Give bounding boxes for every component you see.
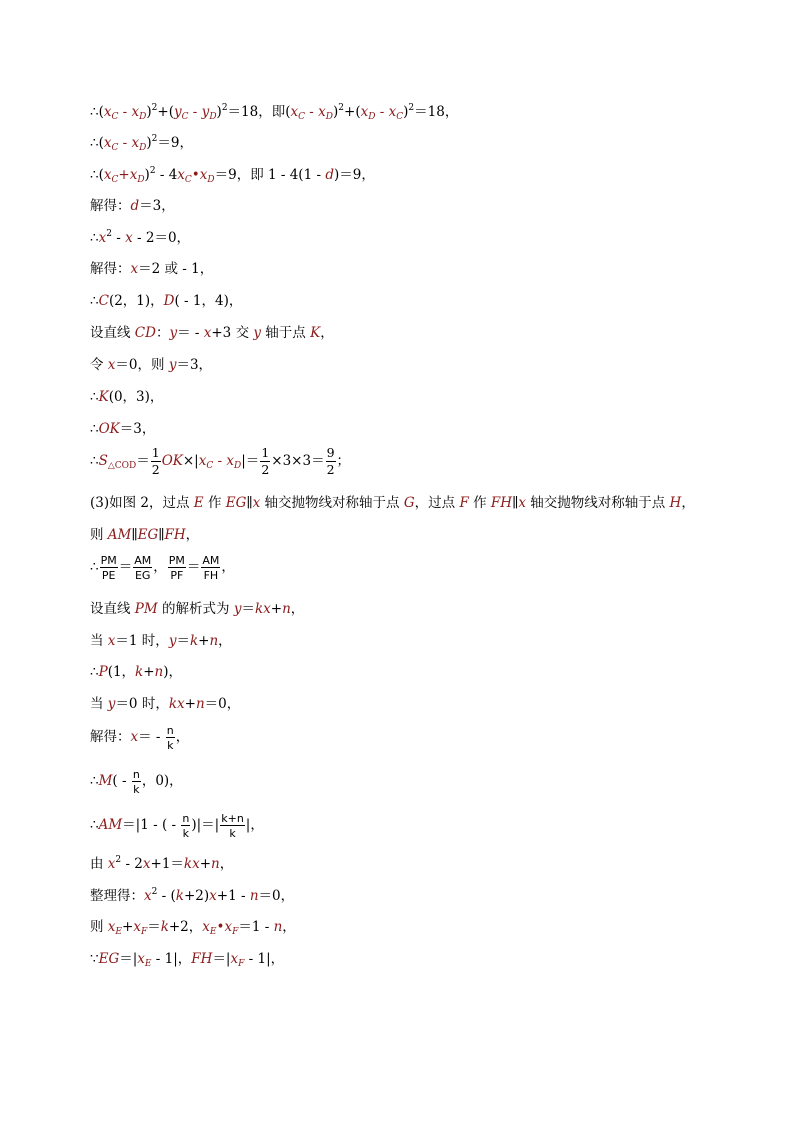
text-line: 设直线 CD：y＝ - x+3 交 y 轴于点 K， xyxy=(90,325,334,341)
text-line: 设直线 PM 的解析式为 y＝kx+n， xyxy=(90,601,305,617)
text-line: $\therefore(x_C+x_D)^2$ - $4x_C•x_D=9$，即 1 - 4(1 - d)＝9， xyxy=(90,166,375,185)
text-line: 则 $x_E+x_F=k+2$，$x_E•x_F=1 - n$， xyxy=(90,919,296,937)
text-line: ∴M( - $\frac{n}{k}$ ，0)， xyxy=(90,767,183,796)
text-line: ∴ $\frac{PM}{PE}$ ＝ $\frac{AM}{EG}$ ， $\frac{PM}{PF}$ ＝ $\frac{AM}{FH}$ ， xyxy=(90,553,235,582)
text-line: $\therefore(x_C - x_D)^2=9$， xyxy=(90,134,193,153)
text-line: $\therefore S_{\triangle COD}=$ $\frac{1}{2}$ $OK\times|x_C - x_D|=$ $\frac{1}{2}$ ×3×3＝ $\frac{9}{2}$ ； xyxy=(90,445,351,477)
text-line: 当 x＝1 时，y＝k+n， xyxy=(90,633,232,649)
fraction: $\frac{AM}{EG}$ xyxy=(134,553,152,582)
text-line: $\therefore x^2 - x - 2=0$， xyxy=(90,229,191,246)
text-line: $\therefore(x_C - x_D)^2+(y_C - y_D)^2=18$，即$(x_C - x_D)^2+(x_D - x_C)^2=18$， xyxy=(90,103,459,122)
text-line: 整理得：$x^2 - (k+2)x+1 - n=0$， xyxy=(90,887,295,904)
text-line: 解得：x＝ - $\frac{n}{k}$ ， xyxy=(90,723,190,752)
text-line: ∴AM＝|1 - ( - $\frac{n}{k}$ )|＝| $\frac{k+n}{k}$ |， xyxy=(90,811,264,840)
text-line: 由 $x^2 - 2x+1=kx+n$， xyxy=(90,855,234,872)
text-line: 当 y＝0 时，kx+n＝0， xyxy=(90,696,241,712)
text-line: 解得：x＝2 或 - 1， xyxy=(90,261,214,277)
fraction: $\frac{PM}{PE}$ xyxy=(100,553,117,582)
text-line: ∴K(0，3)， xyxy=(90,389,164,405)
text-line: 则 AM∥EG∥FH， xyxy=(90,527,200,543)
fraction: $\frac{n}{k}$ xyxy=(166,723,174,752)
text-line: 令 x＝0，则 y＝3， xyxy=(90,357,213,373)
fraction: $\frac{1}{2}$ xyxy=(151,445,160,477)
text-line: ∴C(2，1)，D( - 1，4)， xyxy=(90,293,243,309)
fraction: $\frac{PM}{PF}$ xyxy=(168,553,185,582)
text-line: $\because EG=|x_E - 1|$，$FH=|x_F - 1|$， xyxy=(90,951,285,969)
text-line: 解得：d＝3， xyxy=(90,198,175,214)
fraction: $\frac{AM}{FH}$ xyxy=(202,553,220,582)
fraction: $\frac{n}{k}$ xyxy=(132,767,140,796)
fraction: $\frac{n}{k}$ xyxy=(182,811,190,840)
fraction: $\frac{9}{2}$ xyxy=(326,445,335,477)
fraction: $\frac{1}{2}$ xyxy=(261,445,270,477)
text-line: (3)如图 2，过点 E 作 EG∥x 轴交抛物线对称轴于点 G，过点 F 作 FH∥x 轴交抛物线对称轴于点 H， xyxy=(90,495,695,511)
text-line: ∴OK＝3， xyxy=(90,421,156,437)
fraction: $\frac{k+n}{k}$ xyxy=(221,811,244,840)
text-line: ∴P(1，k+n)， xyxy=(90,664,183,680)
